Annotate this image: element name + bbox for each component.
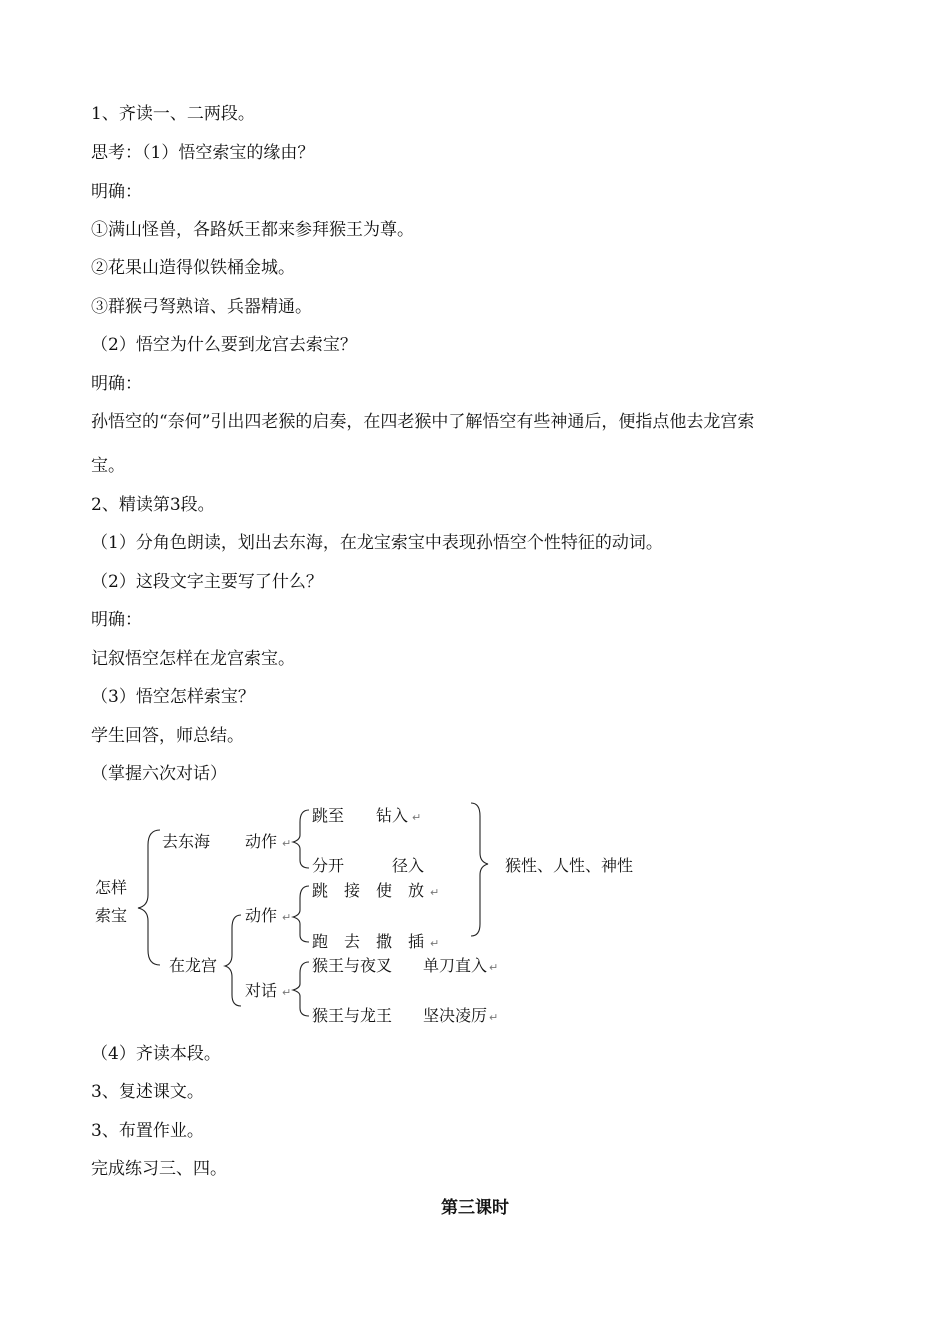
text-line: （掌握六次对话） bbox=[91, 764, 227, 784]
palace-verbs-row1: 跳 接 使 放 bbox=[312, 881, 425, 900]
text-line: 3、布置作业。 bbox=[91, 1121, 204, 1141]
return-mark: ↵ bbox=[282, 986, 292, 999]
sea-verbs-row1: 跳至 钻入 bbox=[312, 806, 409, 825]
text-line: 3、复述课文。 bbox=[91, 1082, 204, 1102]
branch-sea: 去东海 bbox=[162, 832, 211, 851]
root-brace bbox=[138, 830, 160, 965]
branch-palace: 在龙宫 bbox=[169, 956, 218, 975]
return-mark: ↵ bbox=[489, 961, 499, 974]
return-mark: ↵ bbox=[430, 937, 440, 950]
return-mark: ↵ bbox=[282, 837, 292, 850]
dialog2-speakers: 猴王与龙王 bbox=[312, 1006, 393, 1025]
return-mark: ↵ bbox=[412, 811, 422, 824]
dialog-brace bbox=[293, 962, 309, 1016]
palace-action-brace bbox=[293, 886, 309, 942]
dialog1-speakers: 猴王与夜叉 bbox=[312, 956, 393, 975]
section-heading: 第三课时 bbox=[441, 1198, 509, 1218]
root-label-line1: 怎样 bbox=[95, 878, 128, 897]
text-line: （2）悟空为什么要到龙宫去索宝？ bbox=[91, 335, 357, 355]
text-line: 宝。 bbox=[91, 456, 125, 476]
text-line: （4）齐读本段。 bbox=[91, 1044, 221, 1064]
sea-action-label: 动作 bbox=[245, 832, 278, 851]
text-line: 2、精读第3段。 bbox=[91, 495, 215, 515]
text-line: （1）分角色朗读，划出去东海，在龙宝索宝中表现孙悟空个性特征的动词。 bbox=[91, 533, 663, 553]
summary-traits: 猴性、人性、神性 bbox=[505, 856, 634, 875]
palace-dialog-label: 对话 bbox=[245, 981, 278, 1000]
text-line: ③群猴弓弩熟谙、兵器精通。 bbox=[91, 297, 312, 317]
text-line: 1、齐读一、二两段。 bbox=[91, 104, 255, 124]
text-line: 完成练习三、四。 bbox=[91, 1159, 227, 1179]
text-line: ①满山怪兽，各路妖王都来参拜猴王为尊。 bbox=[91, 220, 414, 240]
palace-brace bbox=[225, 915, 241, 1006]
text-line: （2）这段文字主要写了什么？ bbox=[91, 572, 323, 592]
text-line: 明确： bbox=[91, 610, 142, 630]
text-line: 思考：（1）悟空索宝的缘由？ bbox=[91, 143, 315, 163]
return-mark: ↵ bbox=[489, 1011, 499, 1024]
text-line: ②花果山造得似铁桶金城。 bbox=[91, 258, 295, 278]
return-mark: ↵ bbox=[430, 886, 440, 899]
return-mark: ↵ bbox=[282, 911, 292, 924]
text-line: 明确： bbox=[91, 374, 142, 394]
dialog2-trait: 坚决凌厉 bbox=[423, 1006, 488, 1025]
sea-verbs-row2: 分开 径入 bbox=[312, 856, 425, 875]
text-line: 孙悟空的“奈何”引出四老猴的启奏，在四老猴中了解悟空有些神通后，便指点他去龙宫索 bbox=[91, 412, 755, 432]
text-line: （3）悟空怎样索宝？ bbox=[91, 687, 255, 707]
palace-action-label: 动作 bbox=[245, 906, 278, 925]
palace-verbs-row2: 跑 去 撒 插 bbox=[312, 932, 425, 951]
root-label-line2: 索宝 bbox=[95, 906, 128, 925]
sea-action-brace bbox=[293, 810, 309, 868]
dialog1-trait: 单刀直入 bbox=[423, 956, 488, 975]
text-line: 记叙悟空怎样在龙宫索宝。 bbox=[91, 649, 295, 669]
text-line: 学生回答，师总结。 bbox=[91, 726, 244, 746]
summary-brace bbox=[471, 803, 488, 936]
text-line: 明确： bbox=[91, 182, 142, 202]
